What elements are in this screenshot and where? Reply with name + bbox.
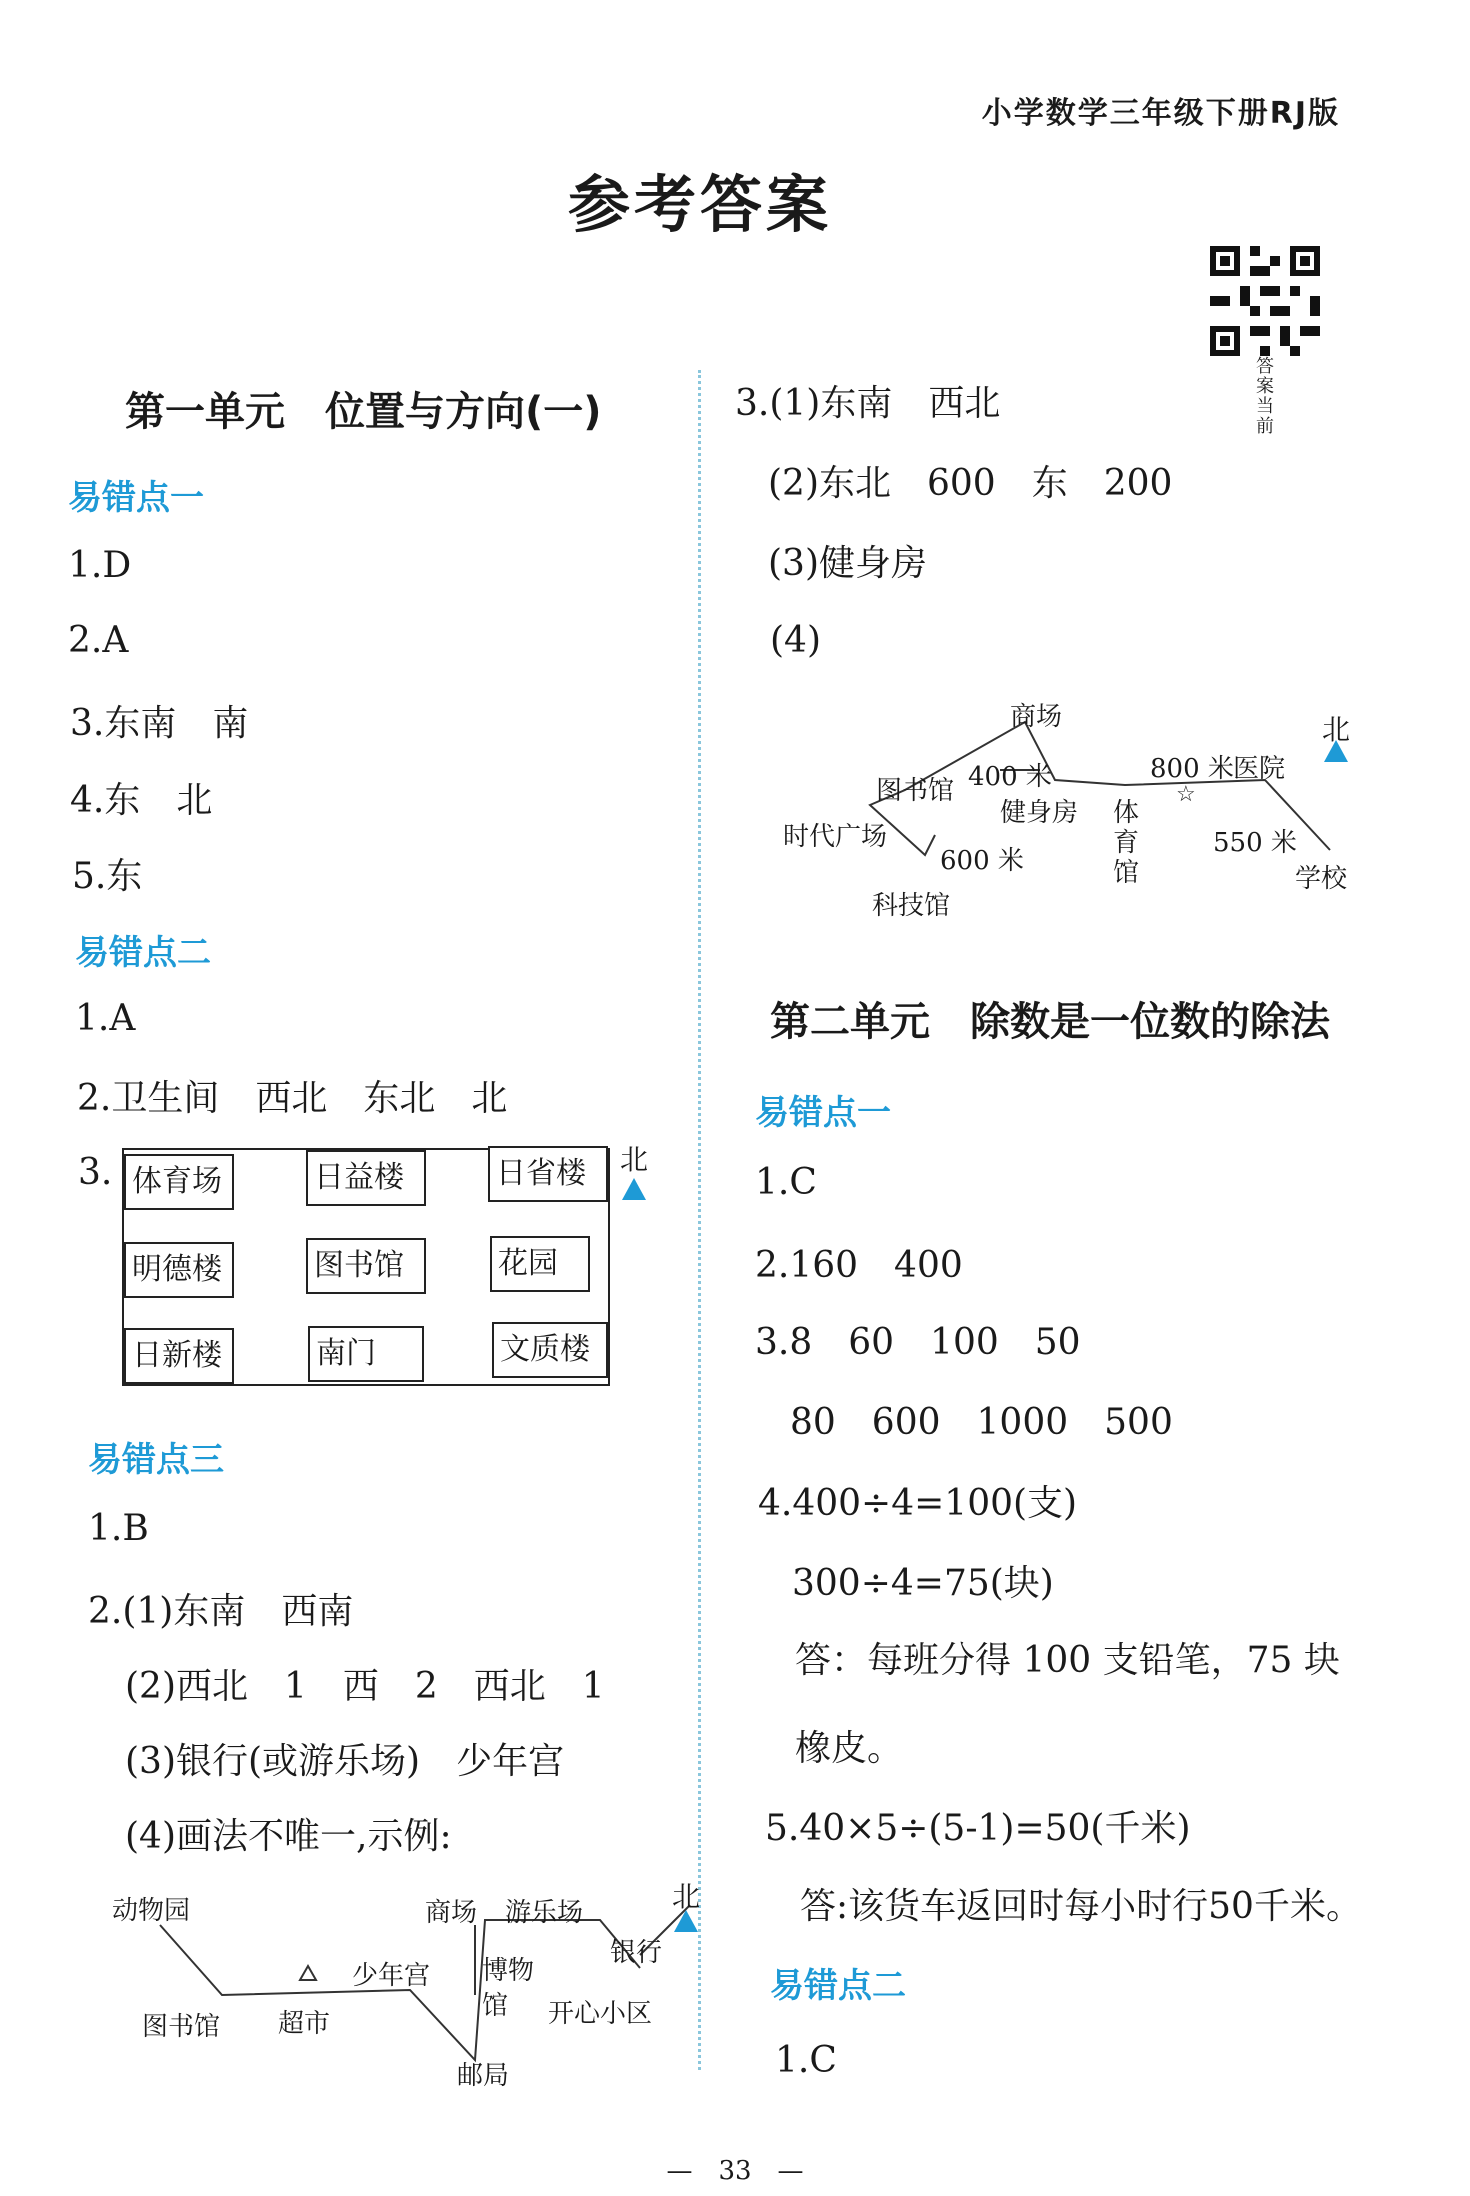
map-label: 医院: [1233, 754, 1286, 784]
map-label: 游乐场: [505, 1898, 584, 1928]
map-label: 科技馆: [872, 891, 951, 921]
map-label: 动物园: [112, 1896, 191, 1926]
north-arrow-icon: [674, 1910, 698, 1932]
answer-line: 2.卫生间 西北 东北 北: [77, 1078, 508, 1119]
map-cell: 图书馆: [306, 1238, 426, 1294]
map-label: 学校: [1295, 864, 1348, 894]
north-label: 北: [672, 1880, 701, 1913]
map-cell: 日省楼: [488, 1146, 608, 1202]
answer-line: 4.东 北: [70, 780, 213, 821]
map-label: 银行: [610, 1938, 663, 1968]
map-label: 时代广场: [783, 822, 888, 852]
campus-map: [122, 1148, 610, 1386]
north-label: 北: [620, 1143, 649, 1176]
map-label: 馆: [1113, 858, 1140, 888]
answer-line: (4): [770, 620, 821, 661]
map-label: 博物: [482, 1956, 535, 1986]
answer-line: (4)画法不唯一,示例:: [125, 1816, 452, 1857]
map-label: 少年宫: [352, 1961, 431, 1991]
map-label: 健身房: [1000, 798, 1079, 828]
map-cell: 日益楼: [306, 1150, 426, 1206]
answer-line: 80 600 1000 500: [790, 1402, 1173, 1443]
unit2-title: 第二单元 除数是一位数的除法: [770, 999, 1330, 1045]
answer-line: 4.400÷4=100(支): [758, 1483, 1078, 1524]
map-label: 图书馆: [876, 776, 955, 806]
left-section-3: 易错点三: [88, 1440, 224, 1480]
north-arrow-icon: [1324, 740, 1348, 762]
answer-line: 3.东南 南: [70, 703, 249, 744]
qr-code-icon: [1210, 246, 1320, 356]
map-label: 商场: [1010, 702, 1063, 732]
map-label: 超市: [278, 2009, 331, 2039]
right-section-1: 易错点一: [755, 1093, 891, 1133]
answer-line: 橡皮。: [795, 1728, 904, 1769]
answer-line: 答:该货车返回时每小时行50千米。: [800, 1886, 1362, 1927]
map-label: 邮局: [457, 2061, 510, 2091]
answer-line: 1.C: [775, 2040, 837, 2081]
answer-line: 1.B: [88, 1508, 149, 1549]
answer-line: 3.8 60 100 50: [755, 1322, 1081, 1363]
unit1-title: 第一单元 位置与方向(一): [125, 389, 602, 435]
map-label: 600 米: [940, 846, 1024, 876]
answer-line: 1.C: [755, 1162, 817, 1203]
map-cell: 文质楼: [492, 1322, 608, 1378]
answer-line: 3.: [78, 1152, 113, 1193]
star-icon: ☆: [1176, 782, 1196, 807]
right-section-2: 易错点二: [770, 1966, 906, 2006]
map-label: 育: [1113, 828, 1140, 858]
map-cell: 花园: [490, 1236, 590, 1292]
answer-line: 2.A: [68, 620, 129, 661]
answer-line: 5.40×5÷(5-1)=50(千米): [765, 1808, 1191, 1849]
map-label: 图书馆: [142, 2012, 221, 2042]
north-label: 北: [1322, 713, 1351, 746]
column-divider: [698, 370, 701, 2070]
qr-label: 答案当前: [1253, 356, 1274, 436]
page-number: — 33 —: [666, 2156, 804, 2186]
answer-line: 300÷4=75(块): [792, 1563, 1054, 1604]
map-label: 商场: [425, 1898, 478, 1928]
map-label: 体: [1113, 798, 1140, 828]
map-cell: 明德楼: [124, 1242, 234, 1298]
answer-line: (2)西北 1 西 2 西北 1: [125, 1666, 605, 1707]
answer-line: (3)健身房: [768, 543, 927, 584]
page-title: 参考答案: [567, 168, 832, 241]
left-section-1: 易错点一: [68, 478, 204, 518]
qr-code[interactable]: [1210, 246, 1320, 356]
map-cell: 日新楼: [124, 1328, 234, 1384]
map-cell: 体育场: [124, 1154, 234, 1210]
answer-line: 2.(1)东南 西南: [88, 1591, 354, 1632]
map-label: 550 米: [1213, 828, 1297, 858]
north-arrow-icon: [622, 1178, 646, 1200]
answer-line: (2)东北 600 东 200: [768, 463, 1173, 504]
answer-line: 5.东: [72, 856, 143, 897]
map-cell: 南门: [308, 1326, 424, 1382]
map-label: 开心小区: [548, 1999, 653, 2029]
book-label: 小学数学三年级下册RJ版: [981, 96, 1340, 131]
map-label: 馆: [482, 1991, 509, 2021]
map-label: 800 米: [1150, 754, 1234, 784]
map-label: 400 米: [968, 762, 1052, 792]
answer-line: 1.A: [75, 998, 136, 1039]
answer-line: 3.(1)东南 西北: [735, 383, 1001, 424]
left-section-2: 易错点二: [75, 933, 211, 973]
answer-line: (3)银行(或游乐场) 少年宫: [125, 1741, 565, 1782]
answer-line: 2.160 400: [755, 1245, 963, 1286]
answer-line: 1.D: [68, 545, 132, 586]
answer-line: 答：每班分得 100 支铅笔，75 块: [795, 1640, 1340, 1681]
